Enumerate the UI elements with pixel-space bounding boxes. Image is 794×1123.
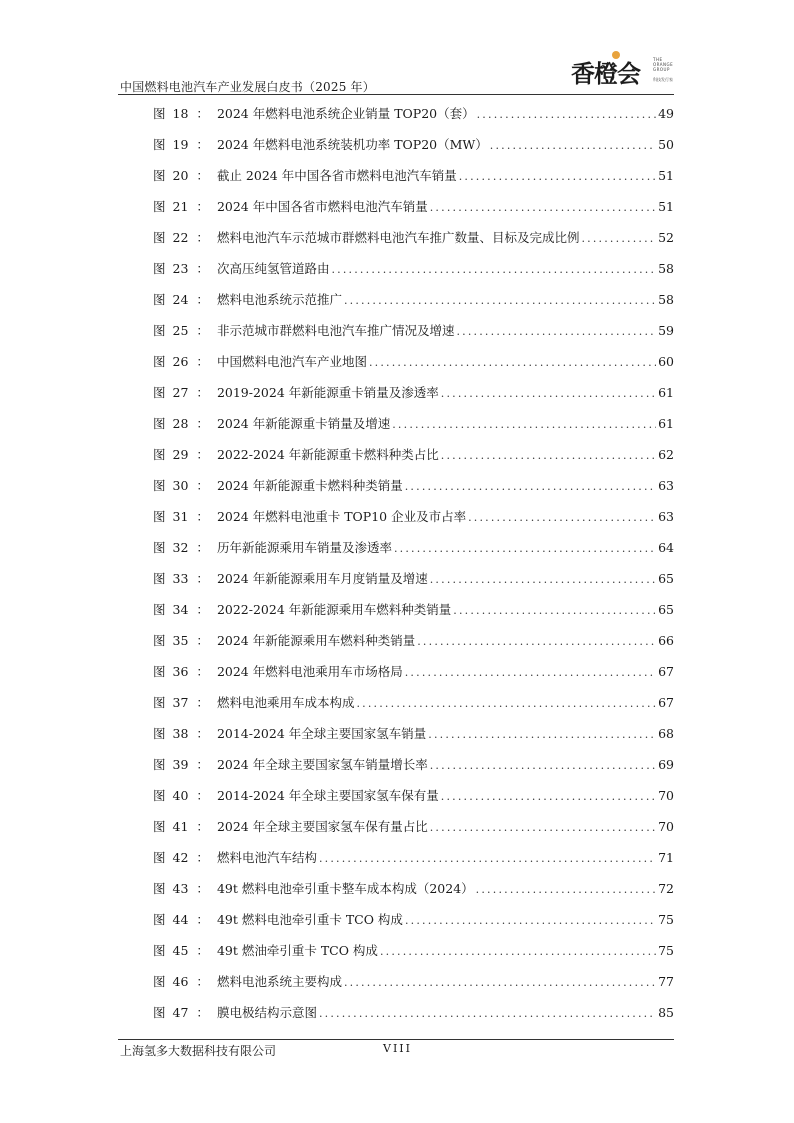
toc-entry[interactable] (153, 258, 674, 289)
toc-page-number: 52 (658, 230, 674, 245)
toc-figure-title: 2024 年燃料电池乘用车市场格局 (216, 664, 403, 679)
toc-figure-title: 膜电极结构示意图 (216, 1005, 317, 1020)
toc-prefix: 图 (153, 168, 166, 183)
toc-entry-label (153, 382, 439, 404)
toc-page-number: 85 (658, 1005, 674, 1020)
toc-figure-title: 2024 年燃料电池系统装机功率 TOP20（MW） (216, 137, 488, 152)
toc-entry[interactable] (153, 909, 674, 940)
toc-leader-dots (380, 941, 656, 963)
toc-leader-dots (430, 569, 656, 591)
toc-figure-number: 42 (172, 850, 189, 865)
toc-entry[interactable] (153, 661, 674, 692)
toc-figure-title: 2024 年燃料电池系统企业销量 TOP20（套） (216, 106, 475, 121)
toc-prefix: 图 (153, 974, 166, 989)
toc-figure-title: 2019-2024 年新能源重卡销量及渗透率 (216, 385, 439, 400)
toc-figure-number: 38 (172, 726, 189, 741)
toc-prefix: 图 (153, 323, 166, 338)
toc-figure-title: 2024 年全球主要国家氢车销量增长率 (216, 757, 428, 772)
toc-separator: ： (196, 819, 209, 834)
toc-figure-number: 37 (172, 695, 189, 710)
toc-prefix: 图 (153, 1005, 166, 1020)
toc-entry-label (153, 537, 392, 559)
toc-page-number: 70 (658, 819, 674, 834)
toc-page-number: 61 (658, 416, 674, 431)
toc-entry-label (153, 847, 317, 869)
toc-leader-dots (441, 445, 656, 467)
toc-leader-dots (453, 600, 656, 622)
toc-figure-number: 32 (172, 540, 189, 555)
toc-page-number: 68 (658, 726, 674, 741)
toc-separator: ： (196, 292, 209, 307)
logo-subtitle (653, 57, 673, 72)
toc-figure-number: 41 (172, 819, 189, 834)
toc-figure-title: 2024 年新能源乘用车燃料种类销量 (216, 633, 416, 648)
toc-figure-number: 24 (172, 292, 189, 307)
toc-page-number: 59 (658, 323, 674, 338)
toc-entry[interactable] (153, 289, 674, 320)
toc-separator: ： (196, 726, 209, 741)
toc-entry-label (153, 258, 329, 280)
toc-entry-label (153, 661, 403, 683)
toc-entry[interactable] (153, 568, 674, 599)
toc-leader-dots (430, 197, 656, 219)
toc-entry-label (153, 630, 415, 652)
toc-figure-title: 2024 年燃料电池重卡 TOP10 企业及市占率 (216, 509, 467, 524)
toc-leader-dots (581, 228, 656, 250)
toc-separator: ： (196, 664, 209, 679)
toc-entry[interactable] (153, 878, 674, 909)
toc-prefix: 图 (153, 912, 166, 927)
toc-page-number: 60 (658, 354, 674, 369)
toc-separator: ： (196, 168, 209, 183)
toc-figure-number: 46 (172, 974, 189, 989)
toc-prefix: 图 (153, 385, 166, 400)
toc-entry-label (153, 568, 428, 590)
toc-entry-label (153, 444, 439, 466)
toc-figure-number: 43 (172, 881, 189, 896)
toc-separator: ： (196, 943, 209, 958)
toc-entry-label (153, 506, 466, 528)
toc-prefix: 图 (153, 261, 166, 276)
toc-figure-title: 2024 年全球主要国家氢车保有量占比 (216, 819, 428, 834)
toc-separator: ： (196, 571, 209, 586)
toc-separator: ： (196, 261, 209, 276)
toc-figure-number: 40 (172, 788, 189, 803)
toc-figure-title: 燃料电池汽车结构 (216, 850, 317, 865)
toc-figure-number: 47 (172, 1005, 189, 1020)
toc-figure-number: 22 (172, 230, 189, 245)
toc-page-number: 64 (658, 540, 674, 555)
toc-leader-dots (430, 817, 656, 839)
toc-figure-number: 30 (172, 478, 189, 493)
toc-page-number: 77 (658, 974, 674, 989)
toc-prefix: 图 (153, 478, 166, 493)
toc-figure-number: 35 (172, 633, 189, 648)
toc-prefix: 图 (153, 571, 166, 586)
toc-entry-label (153, 785, 439, 807)
toc-leader-dots (319, 1003, 656, 1025)
toc-entry-label (153, 940, 378, 962)
toc-prefix: 图 (153, 695, 166, 710)
toc-separator: ： (196, 509, 209, 524)
toc-figure-number: 31 (172, 509, 189, 524)
toc-prefix: 图 (153, 602, 166, 617)
toc-entry[interactable] (153, 227, 674, 258)
toc-separator: ： (196, 106, 209, 121)
toc-prefix: 图 (153, 664, 166, 679)
toc-figure-title: 截止 2024 年中国各省市燃料电池汽车销量 (216, 168, 457, 183)
toc-separator: ： (196, 1005, 209, 1020)
toc-prefix: 图 (153, 230, 166, 245)
toc-prefix: 图 (153, 788, 166, 803)
toc-figure-number: 29 (172, 447, 189, 462)
toc-entry[interactable] (153, 382, 674, 413)
toc-figure-title: 2024 年中国各省市燃料电池汽车销量 (216, 199, 428, 214)
toc-separator: ： (196, 478, 209, 493)
toc-figure-number: 27 (172, 385, 189, 400)
toc-leader-dots (430, 755, 656, 777)
toc-entry[interactable] (153, 1002, 674, 1033)
toc-entry-label (153, 196, 428, 218)
toc-figure-number: 33 (172, 571, 189, 586)
toc-leader-dots (405, 476, 656, 498)
toc-figure-title: 历年新能源乘用车销量及渗透率 (216, 540, 392, 555)
toc-figure-number: 26 (172, 354, 189, 369)
toc-figure-number: 19 (172, 137, 189, 152)
toc-figure-number: 44 (172, 912, 189, 927)
toc-entry[interactable] (153, 537, 674, 568)
toc-figure-title: 非示范城市群燃料电池汽车推广情况及增速 (216, 323, 455, 338)
toc-page-number: 75 (658, 943, 674, 958)
toc-prefix: 图 (153, 881, 166, 896)
toc-separator: ： (196, 633, 209, 648)
logo-sub-line: GROUP (653, 67, 670, 72)
toc-entry[interactable] (153, 506, 674, 537)
toc-figure-number: 28 (172, 416, 189, 431)
toc-figure-title: 2014-2024 年全球主要国家氢车销量 (216, 726, 427, 741)
toc-leader-dots (392, 414, 656, 436)
toc-entry[interactable] (153, 134, 674, 165)
toc-entry[interactable] (153, 692, 674, 723)
toc-figure-title: 2022-2024 年新能源重卡燃料种类占比 (216, 447, 439, 462)
toc-prefix: 图 (153, 106, 166, 121)
toc-page-number: 51 (658, 168, 674, 183)
toc-figure-number: 20 (172, 168, 189, 183)
toc-entry-label (153, 1002, 317, 1024)
toc-separator: ： (196, 354, 209, 369)
toc-figure-title: 2024 年新能源重卡销量及增速 (216, 416, 391, 431)
toc-figure-number: 39 (172, 757, 189, 772)
logo-sub-line: THE (653, 57, 663, 62)
toc-leader-dots (356, 693, 656, 715)
toc-entry[interactable] (153, 847, 674, 878)
toc-figure-title: 2024 年新能源乘用车月度销量及增速 (216, 571, 428, 586)
toc-page-number: 71 (658, 850, 674, 865)
toc-separator: ： (196, 540, 209, 555)
toc-entry-label (153, 289, 342, 311)
toc-entry-label (153, 103, 475, 125)
toc-entry-label (153, 165, 457, 187)
toc-entry[interactable] (153, 630, 674, 661)
toc-entry-label (153, 692, 354, 714)
toc-page-number: 66 (658, 633, 674, 648)
toc-entry[interactable] (153, 475, 674, 506)
toc-prefix: 图 (153, 292, 166, 307)
toc-separator: ： (196, 602, 209, 617)
toc-separator: ： (196, 447, 209, 462)
toc-page-number: 62 (658, 447, 674, 462)
toc-separator: ： (196, 757, 209, 772)
toc-figure-title: 燃料电池乘用车成本构成 (216, 695, 355, 710)
toc-figure-title: 49t 燃油牵引重卡 TCO 构成 (216, 943, 378, 958)
toc-figure-title: 中国燃料电池汽车产业地图 (216, 354, 367, 369)
toc-figure-title: 2014-2024 年全球主要国家氢车保有量 (216, 788, 439, 803)
toc-prefix: 图 (153, 757, 166, 772)
toc-figure-number: 21 (172, 199, 189, 214)
footer-divider (118, 1039, 674, 1040)
toc-figure-number: 36 (172, 664, 189, 679)
toc-leader-dots (456, 321, 656, 343)
toc-figure-title: 49t 燃料电池牵引重卡整车成本构成（2024） (216, 881, 474, 896)
toc-entry-label (153, 134, 488, 156)
toc-prefix: 图 (153, 633, 166, 648)
toc-leader-dots (394, 538, 656, 560)
toc-separator: ： (196, 416, 209, 431)
toc-entry-label (153, 878, 474, 900)
toc-separator: ： (196, 974, 209, 989)
toc-leader-dots (331, 259, 656, 281)
toc-prefix: 图 (153, 509, 166, 524)
toc-entry[interactable] (153, 196, 674, 227)
toc-separator: ： (196, 695, 209, 710)
toc-entry-label (153, 816, 428, 838)
toc-figure-title: 燃料电池系统主要构成 (216, 974, 342, 989)
toc-figure-number: 34 (172, 602, 189, 617)
toc-separator: ： (196, 850, 209, 865)
toc-figure-title: 2024 年新能源重卡燃料种类销量 (216, 478, 403, 493)
toc-entry[interactable] (153, 816, 674, 847)
toc-entry-label (153, 754, 428, 776)
toc-leader-dots (344, 972, 656, 994)
toc-entry[interactable] (153, 165, 674, 196)
toc-page-number: 65 (658, 602, 674, 617)
toc-leader-dots (441, 786, 656, 808)
toc-separator: ： (196, 230, 209, 245)
toc-page-number: 67 (658, 695, 674, 710)
toc-prefix: 图 (153, 447, 166, 462)
toc-separator: ： (196, 323, 209, 338)
toc-page-number: 51 (658, 199, 674, 214)
toc-entry-label (153, 599, 451, 621)
toc-figure-number: 23 (172, 261, 189, 276)
logo-wordmark: 香橙会 (571, 60, 640, 88)
toc-prefix: 图 (153, 416, 166, 431)
toc-page-number: 49 (658, 106, 674, 121)
toc-entry[interactable] (153, 785, 674, 816)
toc-page-number: 70 (658, 788, 674, 803)
toc-prefix: 图 (153, 850, 166, 865)
figure-list (153, 103, 674, 1033)
orange-dot-icon (611, 50, 621, 60)
toc-prefix: 图 (153, 354, 166, 369)
toc-figure-title: 2022-2024 年新能源乘用车燃料种类销量 (216, 602, 452, 617)
toc-separator: ： (196, 912, 209, 927)
footer-company: 上海氢多大数据科技有限公司 (120, 1044, 277, 1058)
toc-page-number: 50 (658, 137, 674, 152)
toc-figure-title: 燃料电池系统示范推广 (216, 292, 342, 307)
toc-separator: ： (196, 385, 209, 400)
toc-entry-label (153, 351, 367, 373)
toc-leader-dots (344, 290, 656, 312)
toc-leader-dots (468, 507, 656, 529)
toc-entry[interactable] (153, 413, 674, 444)
toc-figure-number: 18 (172, 106, 189, 121)
toc-figure-number: 25 (172, 323, 189, 338)
toc-leader-dots (319, 848, 656, 870)
toc-figure-title: 49t 燃料电池牵引重卡 TCO 构成 (216, 912, 403, 927)
toc-leader-dots (490, 135, 656, 157)
toc-entry[interactable] (153, 444, 674, 475)
toc-prefix: 图 (153, 726, 166, 741)
toc-page-number: 67 (658, 664, 674, 679)
logo-tagline: 科技发行家 (653, 77, 673, 82)
toc-entry[interactable] (153, 754, 674, 785)
toc-prefix: 图 (153, 943, 166, 958)
toc-page-number: 65 (658, 571, 674, 586)
toc-page-number: 63 (658, 478, 674, 493)
toc-entry[interactable] (153, 320, 674, 351)
toc-entry-label (153, 475, 403, 497)
toc-entry-label (153, 227, 579, 249)
toc-page-number: 61 (658, 385, 674, 400)
toc-page-number: 69 (658, 757, 674, 772)
toc-page-number: 75 (658, 912, 674, 927)
toc-leader-dots (417, 631, 656, 653)
toc-separator: ： (196, 788, 209, 803)
toc-separator: ： (196, 137, 209, 152)
toc-leader-dots (441, 383, 656, 405)
logo-sub-line: ORANGE (653, 62, 674, 67)
toc-entry[interactable] (153, 599, 674, 630)
toc-separator: ： (196, 881, 209, 896)
toc-prefix: 图 (153, 540, 166, 555)
toc-entry[interactable] (153, 940, 674, 971)
footer-page-number: VIII (383, 1042, 412, 1055)
toc-leader-dots (369, 352, 656, 374)
document-title: 中国燃料电池汽车产业发展白皮书（2025 年） (120, 80, 375, 94)
toc-leader-dots (405, 662, 656, 684)
toc-leader-dots (476, 879, 656, 901)
toc-leader-dots (477, 104, 656, 126)
toc-leader-dots (459, 166, 656, 188)
toc-prefix: 图 (153, 199, 166, 214)
toc-figure-title: 燃料电池汽车示范城市群燃料电池汽车推广数量、目标及完成比例 (216, 230, 580, 245)
toc-figure-number: 45 (172, 943, 189, 958)
toc-figure-title: 次高压纯氢管道路由 (216, 261, 330, 276)
header-divider (118, 94, 674, 95)
toc-entry-label (153, 971, 342, 993)
toc-entry-label (153, 723, 426, 745)
toc-entry[interactable] (153, 971, 674, 1002)
toc-page-number: 58 (658, 261, 674, 276)
toc-leader-dots (405, 910, 656, 932)
toc-separator: ： (196, 199, 209, 214)
toc-entry[interactable] (153, 351, 674, 382)
toc-page-number: 58 (658, 292, 674, 307)
toc-entry[interactable] (153, 103, 674, 134)
toc-entry[interactable] (153, 723, 674, 754)
toc-entry-label (153, 413, 390, 435)
brand-logo (571, 52, 681, 88)
toc-entry-label (153, 909, 403, 931)
toc-prefix: 图 (153, 137, 166, 152)
toc-page-number: 63 (658, 509, 674, 524)
toc-prefix: 图 (153, 819, 166, 834)
toc-page-number: 72 (658, 881, 674, 896)
toc-leader-dots (428, 724, 656, 746)
toc-entry-label (153, 320, 454, 342)
